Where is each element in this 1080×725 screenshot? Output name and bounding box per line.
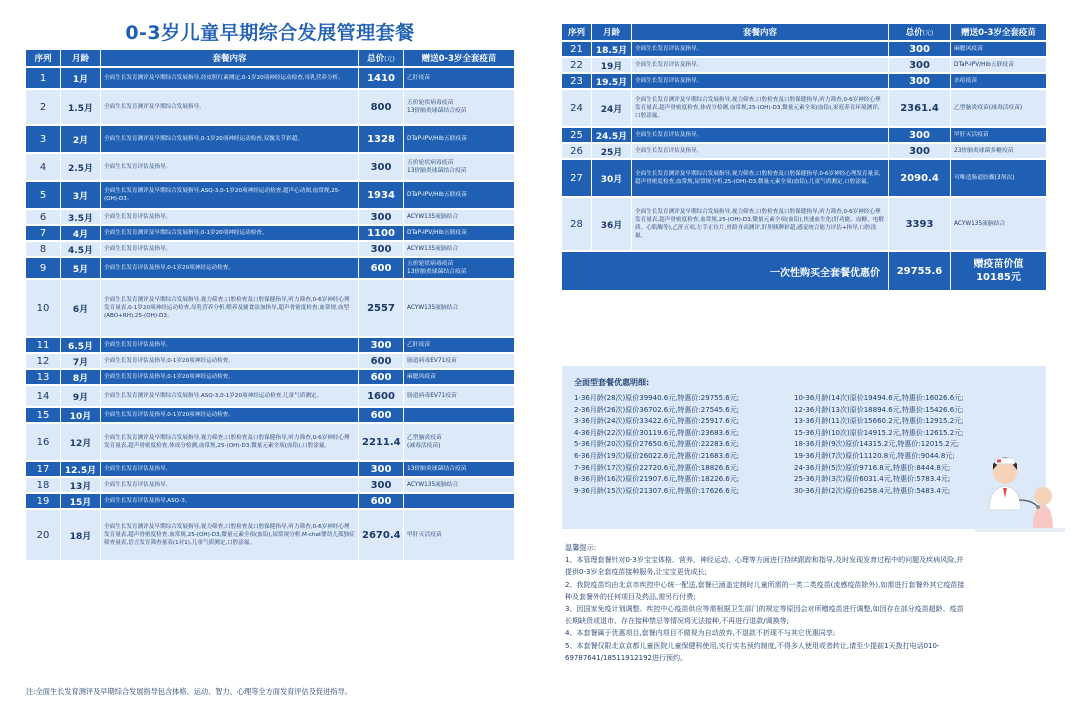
row-price: 800: [359, 90, 404, 124]
header-no: 序列: [562, 24, 592, 40]
summary-price: 29755.6: [889, 252, 951, 290]
row-gift: DTaP-IPV/Hib五联疫苗: [951, 58, 1046, 72]
table-row: [26, 226, 514, 240]
header-price: 总价(元): [889, 24, 951, 40]
table-row: [562, 42, 1046, 56]
row-no: 1: [26, 68, 61, 88]
table-row: [562, 90, 1046, 126]
row-age: 15月: [61, 494, 101, 508]
row-content: 全面生长发育测评及早期综合发展指导。: [101, 90, 359, 124]
row-no: 23: [562, 74, 592, 88]
package-table-right: [562, 22, 1046, 292]
tips-title: 温馨提示:: [565, 543, 597, 552]
row-content: 全面生长发育评估及指导,0-1岁20项神经运动检查。: [101, 258, 359, 278]
row-no: 19: [26, 494, 61, 508]
row-price: 600: [359, 408, 404, 422]
table-row: [26, 386, 514, 406]
row-price: 300: [359, 242, 404, 256]
row-no: 6: [26, 210, 61, 224]
row-age: 3月: [61, 182, 101, 208]
row-price: 300: [889, 74, 951, 88]
row-no: 20: [26, 510, 61, 560]
row-no: 2: [26, 90, 61, 124]
row-gift: ACYW135流脑结合: [951, 198, 1046, 250]
row-no: 8: [26, 242, 61, 256]
left-panel: [26, 18, 514, 562]
row-content: 全面生长发育测评及早期综合发展指导,视力筛查,口腔检查及口腔保健指导,听力筛查,0-6岁神经心理发育量表,超声骨密度检查,体成分检测,血常规,25-(OH)-D3,微量元素全项(血铅),口腔涂氟。: [101, 424, 359, 460]
table-row: [562, 144, 1046, 158]
header-content: 套餐内容: [101, 50, 359, 66]
row-age: 9月: [61, 386, 101, 406]
row-price: 600: [359, 370, 404, 384]
summary-label: 一次性购买全套餐优惠价: [562, 252, 889, 290]
tip-item: 2、我院疫苗均由北京市疾控中心统一配送,套餐已涵盖定制时儿童所需的一类二类疫苗(流感疫苗除外),如需进行套餐外其它疫苗接种及套餐外的任何项目及药品,需另行付费;: [565, 580, 965, 601]
row-no: 28: [562, 198, 592, 250]
row-content: 全面生长发育评估及指导。: [632, 128, 889, 142]
header-age: 月龄: [592, 24, 632, 40]
table-row: [26, 408, 514, 422]
row-content: 全面生长发育测评及早期综合发展指导,视力筛查,口腔检查及口腔保健指导,听力筛查,0-6岁神经心理发育量表,超声骨密度检查,血常规,25-(OH)-D3,微量元素全项(血铅),快速血生化(肝功能、血糖、电解质、心肌酶等),乙肝五项,左手正位片,骨龄身高测评,肝胆胰脾彩超,感觉统合能力评估+指导,口腔涂氟。: [632, 198, 889, 250]
footnote: 注:全面生长发育测评及早期综合发展指导包含体格、运动、智力、心理等全方面发育评估及促进指导。: [26, 687, 352, 696]
row-price: 300: [359, 478, 404, 492]
discount-item: 5-36月龄(20次)原价27650.6元,特惠价:22283.6元;: [574, 440, 740, 449]
row-gift: 麻腮风疫苗: [404, 370, 514, 384]
discount-title: 全面型套餐优惠明细:: [574, 378, 650, 387]
tip-item: 5、本套餐仅限北京京都儿童医院儿童保健科使用,实行实名预约制度,不得多人使用或者转让,请至少提前1天拨打电话010-69787641/18511912192进行预约。: [565, 641, 940, 662]
row-price: 300: [359, 338, 404, 352]
row-no: 16: [26, 424, 61, 460]
row-age: 10月: [61, 408, 101, 422]
table-row: [26, 338, 514, 352]
row-age: 13月: [61, 478, 101, 492]
row-content: 全面生长发育评估及指导。: [632, 42, 889, 56]
row-price: 1600: [359, 386, 404, 406]
discount-item: 10-36月龄(14次)原价19494.6元,特惠价:16026.6元;: [794, 394, 964, 402]
row-no: 26: [562, 144, 592, 158]
table-row: [26, 424, 514, 460]
row-gift: 五价轮状病毒疫苗 13价肺炎球菌结合疫苗: [404, 154, 514, 180]
row-age: 19月: [592, 58, 632, 72]
row-no: 21: [562, 42, 592, 56]
row-no: 9: [26, 258, 61, 278]
row-price: 1410: [359, 68, 404, 88]
row-content: 全面生长发育评估及指导。: [101, 478, 359, 492]
discount-item: 4-36月龄(22次)原价30119.6元,特惠价:23683.6元;: [574, 428, 740, 437]
table-row: [26, 90, 514, 124]
row-no: 17: [26, 462, 61, 476]
row-age: 4.5月: [61, 242, 101, 256]
table-row: [26, 182, 514, 208]
row-content: 全面生长发育测评及早期综合发展指导,视力筛查,口腔检查及口腔保健指导,听力筛查,0-6岁神经心理发育量表,超声骨密度检查,体成分检测,血常规,25-(OH)-D3,微量元素全项(血铅),家庭养育环境测评,口腔涂氟。: [632, 90, 889, 126]
row-age: 25月: [592, 144, 632, 158]
discount-item: 8-36月龄(16次)原价21907.6元,特惠价:18226.6元;: [574, 475, 740, 484]
row-gift: ACYW135流脑结合: [404, 242, 514, 256]
row-content: 全面生长发育评估及指导。: [101, 338, 359, 352]
discount-item: 6-36月龄(19次)原价26022.6元,特惠价:21683.6元;: [574, 451, 740, 460]
table-row: [26, 68, 514, 88]
row-gift: 乙肝疫苗: [404, 68, 514, 88]
row-age: 19.5月: [592, 74, 632, 88]
row-content: 全面生长发育评估及指导,0-1岁20项神经运动检查。: [101, 370, 359, 384]
header-gift: 赠送0-3岁全套疫苗: [404, 50, 514, 66]
row-price: 300: [889, 58, 951, 72]
table-row: [26, 370, 514, 384]
row-price: 2557: [359, 280, 404, 336]
row-age: 6月: [61, 280, 101, 336]
row-no: 14: [26, 386, 61, 406]
tips-section: [565, 542, 965, 664]
row-content: 全面生长发育测评及早期综合发展指导,视力筛查,口腔检查及口腔保健指导,听力筛查,0-6岁神经心理发育量表,0-1岁20项神经运动检查,母乳营养分析,喂养及辅食添加指导,超声骨密度检查,血常规,血型(ABO+RH),25-(OH)-D3。: [101, 280, 359, 336]
row-price: 300: [889, 144, 951, 158]
row-age: 18月: [61, 510, 101, 560]
row-content: 全面生长发育测评及早期综合发展指导,视力筛查,口腔检查及口腔保健指导,0-6岁神经心理发育量表,超声骨密度检查,血常规,尿常规分析,25-(OH)-D3,微量元素全项(血铅),儿童气质测定,口腔涂氟。: [632, 160, 889, 196]
row-no: 24: [562, 90, 592, 126]
row-no: 13: [26, 370, 61, 384]
row-gift: 麻腮风疫苗: [951, 42, 1046, 56]
row-gift: 水痘疫苗: [951, 74, 1046, 88]
row-age: 12月: [61, 424, 101, 460]
row-age: 7月: [61, 354, 101, 368]
table-row: [26, 510, 514, 560]
row-price: 2670.4: [359, 510, 404, 560]
row-price: 2211.4: [359, 424, 404, 460]
row-age: 24月: [592, 90, 632, 126]
row-content: 全面生长发育测评及早期综合发展指导,ASQ-3,0-1岁20项神经运动检查,儿童气质测定。: [101, 386, 359, 406]
row-content: 全面生长发育评估及指导,0-1岁20项神经运动检查。: [101, 408, 359, 422]
row-content: 全面生长发育评估及指导。: [101, 242, 359, 256]
row-gift: ACYW135流脑结合: [404, 478, 514, 492]
row-age: 6.5月: [61, 338, 101, 352]
table-row: [562, 160, 1046, 196]
row-age: 36月: [592, 198, 632, 250]
discount-item: 13-36月龄(11次)原价15660.2元,特惠价:12915.2元;: [794, 417, 964, 426]
row-no: 18: [26, 478, 61, 492]
row-gift: 五价轮状病毒疫苗 13价肺炎球菌结合疫苗: [404, 90, 514, 124]
row-age: 1月: [61, 68, 101, 88]
doctor-illustration: [975, 440, 1065, 535]
discount-list-right: [794, 393, 964, 497]
row-no: 12: [26, 354, 61, 368]
row-gift: 甲肝灭活疫苗: [404, 510, 514, 560]
discount-item: 7-36月龄(17次)原价22720.6元,特惠价:18826.6元;: [574, 463, 740, 472]
row-no: 27: [562, 160, 592, 196]
table-row: [26, 258, 514, 278]
table-row: [26, 462, 514, 476]
package-table-left: [26, 48, 514, 562]
row-price: 1100: [359, 226, 404, 240]
row-content: 全面生长发育评估及指导。: [632, 144, 889, 158]
row-gift: 13价肺炎球菌结合疫苗: [404, 462, 514, 476]
right-panel: [562, 22, 1046, 292]
table-row: [26, 478, 514, 492]
row-content: 全面生长发育评估及指导。: [632, 74, 889, 88]
row-price: 3393: [889, 198, 951, 250]
table-row: [26, 126, 514, 152]
row-content: 全面生长发育评估及指导,0-1岁20项神经运动检查。: [101, 354, 359, 368]
row-price: 600: [359, 494, 404, 508]
row-price: 600: [359, 258, 404, 278]
header-content: 套餐内容: [632, 24, 889, 40]
gift-total: 赠疫苗价值 10185元: [951, 252, 1046, 290]
row-gift: 甲肝灭活疫苗: [951, 128, 1046, 142]
row-no: 4: [26, 154, 61, 180]
row-content: 全面生长发育评估及指导。: [632, 58, 889, 72]
discount-item: 15-36月龄(10次)原价14915.2元,特惠价:12615.2元;: [794, 428, 964, 437]
row-gift: ACYW135流脑结合: [404, 210, 514, 224]
row-content: 全面生长发育测评及早期综合发展指导,0-1岁20项神经运动检查,双髋关节彩超。: [101, 126, 359, 152]
row-age: 24.5月: [592, 128, 632, 142]
row-age: 2.5月: [61, 154, 101, 180]
table-row: [562, 128, 1046, 142]
row-age: 2月: [61, 126, 101, 152]
row-age: 8月: [61, 370, 101, 384]
row-gift: DTaP-IPV/Hib五联疫苗: [404, 126, 514, 152]
discount-item: 3-36月龄(24次)原价33422.6元,特惠价:25917.6元;: [574, 417, 740, 426]
summary-row: [562, 252, 1046, 290]
row-gift: 肠道病毒EV71疫苗: [404, 354, 514, 368]
row-price: 300: [889, 42, 951, 56]
table-row: [26, 154, 514, 180]
row-price: 600: [359, 354, 404, 368]
table-row: [562, 198, 1046, 250]
row-no: 10: [26, 280, 61, 336]
discount-item: 24-36月龄(5次)原价9716.8元,特惠价:8444.8元;: [794, 463, 951, 472]
tip-item: 1、本管理套餐针对0-3岁宝宝体格、营养、神经运动、心理等方面进行持续跟踪和指导,及时发现发育过程中的问题及疾病风险,并提供0-3岁全套疫苗接种服务,让宝宝更优成长;: [565, 556, 964, 577]
row-price: 1934: [359, 182, 404, 208]
row-content: 全面生长发育评估及指导。: [101, 154, 359, 180]
row-no: 22: [562, 58, 592, 72]
discount-item: 18-36月龄(9次)原价14315.2元,特惠价:12015.2元;: [794, 440, 960, 449]
row-price: 300: [889, 128, 951, 142]
row-price: 1328: [359, 126, 404, 152]
row-gift: 乙型脑炎疫苗(减毒活疫苗): [951, 90, 1046, 126]
discount-item: 30-36月龄(2次)原价6258.4元,特惠价:5483.4元;: [794, 486, 951, 495]
row-age: 30月: [592, 160, 632, 196]
table-row: [562, 58, 1046, 72]
discount-item: 19-36月龄(7次)原价11120.8元,特惠价:9044.8元;: [794, 451, 955, 460]
row-gift: 五价轮状病毒疫苗 13价肺炎球菌结合疫苗: [404, 258, 514, 278]
table-row: [26, 354, 514, 368]
row-gift: 肠道病毒EV71疫苗: [404, 386, 514, 406]
row-gift: DTaP-IPV/Hib五联疫苗: [404, 182, 514, 208]
row-gift: 23价肺炎球菌多糖疫苗: [951, 144, 1046, 158]
table-row: [26, 494, 514, 508]
tip-item: 4、本套餐属于优惠项目,套餐内项目不做视为自动放弃,不退款不折现不与其它优惠同享;: [565, 629, 836, 638]
row-age: 1.5月: [61, 90, 101, 124]
row-gift: 可唯适肠道胶囊(3剂次): [951, 160, 1046, 196]
table-header: [26, 50, 514, 66]
discount-item: 1-36月龄(28次)原价39940.6元,特惠价:29755.6元;: [574, 394, 740, 402]
row-age: 4月: [61, 226, 101, 240]
row-price: 300: [359, 154, 404, 180]
table-row: [26, 242, 514, 256]
row-content: 全面生长发育评估及指导,ASQ-3。: [101, 494, 359, 508]
discount-list-left: [574, 393, 739, 497]
row-content: 全面生长发育评估及指导。: [101, 210, 359, 224]
table-header: [562, 24, 1046, 40]
table-row: [562, 74, 1046, 88]
row-gift: DTaP-IPV/Hib五联疫苗: [404, 226, 514, 240]
row-gift: [404, 494, 514, 508]
row-age: 12.5月: [61, 462, 101, 476]
header-no: 序列: [26, 50, 61, 66]
discount-item: 2-36月龄(26次)原价36702.6元,特惠价:27545.6元;: [574, 405, 740, 414]
discount-panel: [562, 366, 1046, 529]
row-content: 全面生长发育评估及指导。: [101, 462, 359, 476]
row-no: 3: [26, 126, 61, 152]
table-row: [26, 210, 514, 224]
row-no: 11: [26, 338, 61, 352]
row-gift: ACYW135流脑结合: [404, 280, 514, 336]
row-no: 7: [26, 226, 61, 240]
row-content: 全面生长发育测评及早期综合发展指导,ASQ-3,0-1岁20项神经运动检查,超声心动图,血常规,25-(OH)-D3。: [101, 182, 359, 208]
row-content: 全面生长发育测评及早期综合发展指导,经皮胆红素测定,0-1岁20项神经运动检查,母乳营养分析。: [101, 68, 359, 88]
row-content: 全面生长发育测评及早期综合发展指导,视力筛查,口腔检查及口腔保健指导,听力筛查,0-6岁神经心理发育量表,超声骨密度检查,血常规,25-(OH)-D3,微量元素全项(血铅),尿常规分析,M-chat婴幼儿孤独症筛查量表,语言发育筛查量表(1对1),儿童气质测定,口腔涂氟。: [101, 510, 359, 560]
discount-item: 25-36月龄(3次)原价6031.4元,特惠价:5783.4元;: [794, 475, 951, 484]
row-price: 2361.4: [889, 90, 951, 126]
header-gift: 赠送0-3岁全套疫苗: [951, 24, 1046, 40]
row-content: 全面生长发育测评及早期综合发展指导,0-1岁20项神经运动检查。: [101, 226, 359, 240]
header-age: 月龄: [61, 50, 101, 66]
tip-item: 3、因国家免疫计划调整、疾控中心疫苗供应等需根据卫生部门的规定等原因会对所赠疫苗进行调整,如因存在部分疫苗超龄、疫苗长期缺货或退市、存在接种禁忌等情况将无法接种,不再进行退款/调换等;: [565, 605, 964, 626]
row-price: 300: [359, 210, 404, 224]
row-no: 5: [26, 182, 61, 208]
row-price: 2090.4: [889, 160, 951, 196]
row-age: 18.5月: [592, 42, 632, 56]
row-gift: [404, 408, 514, 422]
row-price: 300: [359, 462, 404, 476]
discount-item: 9-36月龄(15次)原价21307.6元,特惠价:17626.6元;: [574, 486, 740, 495]
row-gift: 乙肝疫苗: [404, 338, 514, 352]
header-price: 总价(元): [359, 50, 404, 66]
row-age: 3.5月: [61, 210, 101, 224]
discount-item: 12-36月龄(13次)原价18894.6元,特惠价:15426.6元;: [794, 405, 964, 414]
page-title: 0-3岁儿童早期综合发展管理套餐: [125, 22, 415, 44]
row-gift: 乙型脑炎疫苗 (减毒活疫苗): [404, 424, 514, 460]
row-no: 25: [562, 128, 592, 142]
row-no: 15: [26, 408, 61, 422]
table-row: [26, 280, 514, 336]
row-age: 5月: [61, 258, 101, 278]
